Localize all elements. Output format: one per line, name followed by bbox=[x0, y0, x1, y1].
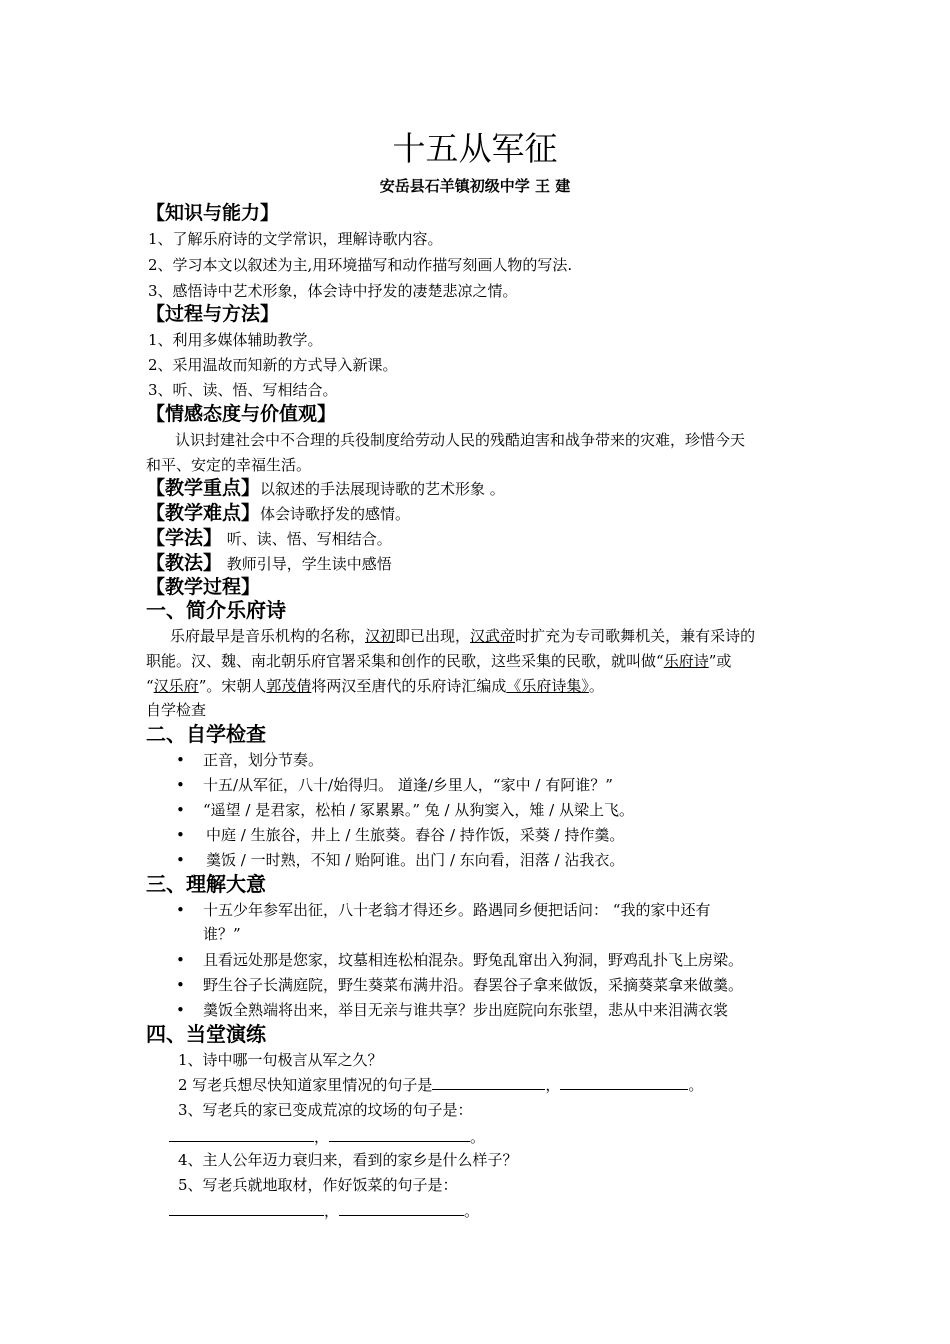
answer-blank[interactable] bbox=[169, 1200, 324, 1216]
section2-item: 正音，划分节奏。 bbox=[203, 751, 324, 769]
text-run: 。 bbox=[588, 677, 604, 695]
bullet-dot: • bbox=[176, 901, 185, 919]
link-han-wudi[interactable]: 汉武帝 bbox=[470, 627, 516, 645]
link-yuefu-shi[interactable]: 乐府诗 bbox=[663, 652, 709, 670]
teaching-method-label: 【教法】 bbox=[146, 552, 223, 574]
bullet-dot: • bbox=[176, 776, 185, 794]
text-run: 时扩充为专司歌舞机关，兼有采诗的 bbox=[515, 627, 756, 645]
process-item: 1、利用多媒体辅助教学。 bbox=[148, 331, 323, 349]
section3-item-continued: 谁？” bbox=[203, 925, 241, 943]
section2-item: 羹饭 / 一时熟，不知 / 贻阿谁。出门 / 东向看，泪落 / 沾我衣。 bbox=[206, 851, 625, 869]
section3-item: 且看远处那是您家，坟墓相连松柏混杂。野兔乱窜出入狗洞，野鸡乱扑飞上房梁。 bbox=[203, 951, 744, 969]
process-item: 2、采用温故而知新的方式导入新课。 bbox=[148, 356, 398, 374]
text-run: ”或 bbox=[708, 652, 732, 670]
emotion-text-line2: 和平、安定的幸福生活。 bbox=[146, 456, 312, 474]
teaching-focus-label: 【教学重点】 bbox=[146, 477, 261, 499]
text-run: 乐府最早是音乐机构的名称， bbox=[170, 627, 366, 645]
bullet-dot: • bbox=[176, 751, 185, 769]
bullet-dot: • bbox=[176, 976, 185, 994]
section1-heading: 一、简介乐府诗 bbox=[146, 598, 286, 622]
section2-item: 十五/从军征，八十/始得归。 道逢/乡里人，“家中 / 有阿谁？” bbox=[203, 776, 613, 794]
knowledge-item: 3、感悟诗中艺术形象，体会诗中抒发的凄楚悲凉之情。 bbox=[148, 282, 518, 300]
exercise-question-3: 3、写老兵的家已变成荒凉的坟场的句子是： bbox=[178, 1101, 473, 1119]
process-item: 3、听、读、悟、写相结合。 bbox=[148, 381, 338, 399]
punctuation: 。 bbox=[470, 1128, 486, 1146]
section3-item: 野生谷子长满庭院，野生葵菜布满井沿。舂罢谷子拿来做饭，采摘葵菜拿来做羹。 bbox=[203, 976, 744, 994]
bullet-dot: • bbox=[176, 801, 185, 819]
punctuation: 。 bbox=[688, 1076, 704, 1094]
text-run: 职能。汉、魏、南北朝乐府官署采集和创作的民歌，这些采集的民歌，就叫做“ bbox=[146, 652, 664, 670]
teaching-focus bbox=[146, 478, 505, 499]
text-run: ”。宋朝人 bbox=[198, 677, 267, 695]
study-method-label: 【学法】 bbox=[146, 527, 223, 549]
knowledge-heading: 【知识与能力】 bbox=[146, 202, 280, 224]
answer-blank[interactable] bbox=[169, 1126, 314, 1142]
answer-blank[interactable] bbox=[329, 1126, 470, 1142]
section2-heading: 二、自学检查 bbox=[146, 722, 266, 746]
text-run: 将两汉至唐代的乐府诗汇编成 bbox=[311, 677, 507, 695]
section1-paragraph-line2 bbox=[146, 651, 731, 671]
question-text: 2 写老兵想尽快知道家里情况的句子是 bbox=[178, 1076, 433, 1094]
text-run: “ bbox=[146, 677, 154, 695]
section3-item: 十五少年参军出征，八十老翁才得还乡。路遇同乡便把话问： “我的家中还有 bbox=[203, 901, 711, 919]
teaching-difficulty bbox=[146, 503, 410, 524]
answer-blank[interactable] bbox=[560, 1074, 688, 1090]
teaching-method bbox=[146, 553, 392, 574]
section4-heading: 四、当堂演练 bbox=[146, 1022, 266, 1046]
exercise-question-1: 1、诗中哪一句极言从军之久？ bbox=[178, 1051, 383, 1069]
section3-heading: 三、理解大意 bbox=[146, 872, 266, 896]
punctuation: ， bbox=[314, 1128, 330, 1146]
exercise-question-3-answer bbox=[169, 1126, 485, 1147]
self-study-note: 自学检查 bbox=[146, 701, 207, 719]
process-method-heading: 【过程与方法】 bbox=[146, 303, 280, 325]
text-run: 即已出现， bbox=[395, 627, 471, 645]
knowledge-item: 2、学习本文以叙述为主,用环境描写和动作描写刻画人物的写法. bbox=[148, 256, 573, 274]
exercise-question-4: 4、主人公年迈力衰归来，看到的家乡是什么样子？ bbox=[178, 1151, 518, 1169]
section2-item: “遥望 / 是君家，松柏 / 冢累累。” 兔 / 从狗窦入，雉 / 从梁上飞。 bbox=[203, 801, 634, 819]
knowledge-item: 1、了解乐府诗的文学常识，理解诗歌内容。 bbox=[148, 230, 443, 248]
link-yuefu-shiji[interactable]: 《乐府诗集》 bbox=[506, 677, 589, 695]
exercise-question-5-answer bbox=[169, 1200, 479, 1221]
document-title: 十五从军征 bbox=[392, 129, 558, 168]
answer-blank[interactable] bbox=[432, 1074, 545, 1090]
teaching-focus-text: 以叙述的手法展现诗歌的艺术形象 。 bbox=[260, 480, 505, 498]
bullet-dot: • bbox=[176, 826, 185, 844]
teaching-difficulty-label: 【教学难点】 bbox=[146, 502, 261, 524]
teaching-process-heading: 【教学过程】 bbox=[146, 576, 261, 598]
emotion-heading: 【情感态度与价值观】 bbox=[146, 403, 337, 425]
teaching-method-text: 教师引导，学生读中感悟 bbox=[222, 555, 392, 573]
bullet-dot: • bbox=[176, 1001, 185, 1019]
section2-item: 中庭 / 生旅谷，井上 / 生旅葵。舂谷 / 持作饭，采葵 / 持作羹。 bbox=[206, 826, 625, 844]
teaching-difficulty-text: 体会诗歌抒发的感情。 bbox=[260, 505, 411, 523]
bullet-dot: • bbox=[176, 851, 185, 869]
answer-blank[interactable] bbox=[339, 1200, 464, 1216]
link-han-yuefu[interactable]: 汉乐府 bbox=[153, 677, 199, 695]
punctuation: 。 bbox=[464, 1202, 480, 1220]
emotion-text-line1: 认识封建社会中不合理的兵役制度给劳动人民的残酷迫害和战争带来的灾难，珍惜今天 bbox=[175, 431, 746, 449]
exercise-question-5: 5、写老兵就地取材，作好饭菜的句子是： bbox=[178, 1176, 458, 1194]
section3-item: 羹饭全熟端将出来，举目无亲与谁共享？步出庭院向东张望，悲从中来泪满衣裳 bbox=[203, 1001, 729, 1019]
author-line: 安岳县石羊镇初级中学 王 建 bbox=[379, 177, 571, 195]
punctuation: ， bbox=[545, 1076, 561, 1094]
section1-paragraph-line1 bbox=[170, 626, 755, 646]
link-guo-maoqian[interactable]: 郭茂倩 bbox=[266, 677, 312, 695]
section1-paragraph-line3 bbox=[146, 676, 604, 696]
bullet-dot: • bbox=[176, 951, 185, 969]
link-han-chu[interactable]: 汉初 bbox=[365, 627, 396, 645]
study-method bbox=[146, 528, 392, 549]
exercise-question-2 bbox=[178, 1074, 703, 1095]
punctuation: ， bbox=[324, 1202, 340, 1220]
study-method-text: 听、读、悟、写相结合。 bbox=[222, 530, 392, 548]
